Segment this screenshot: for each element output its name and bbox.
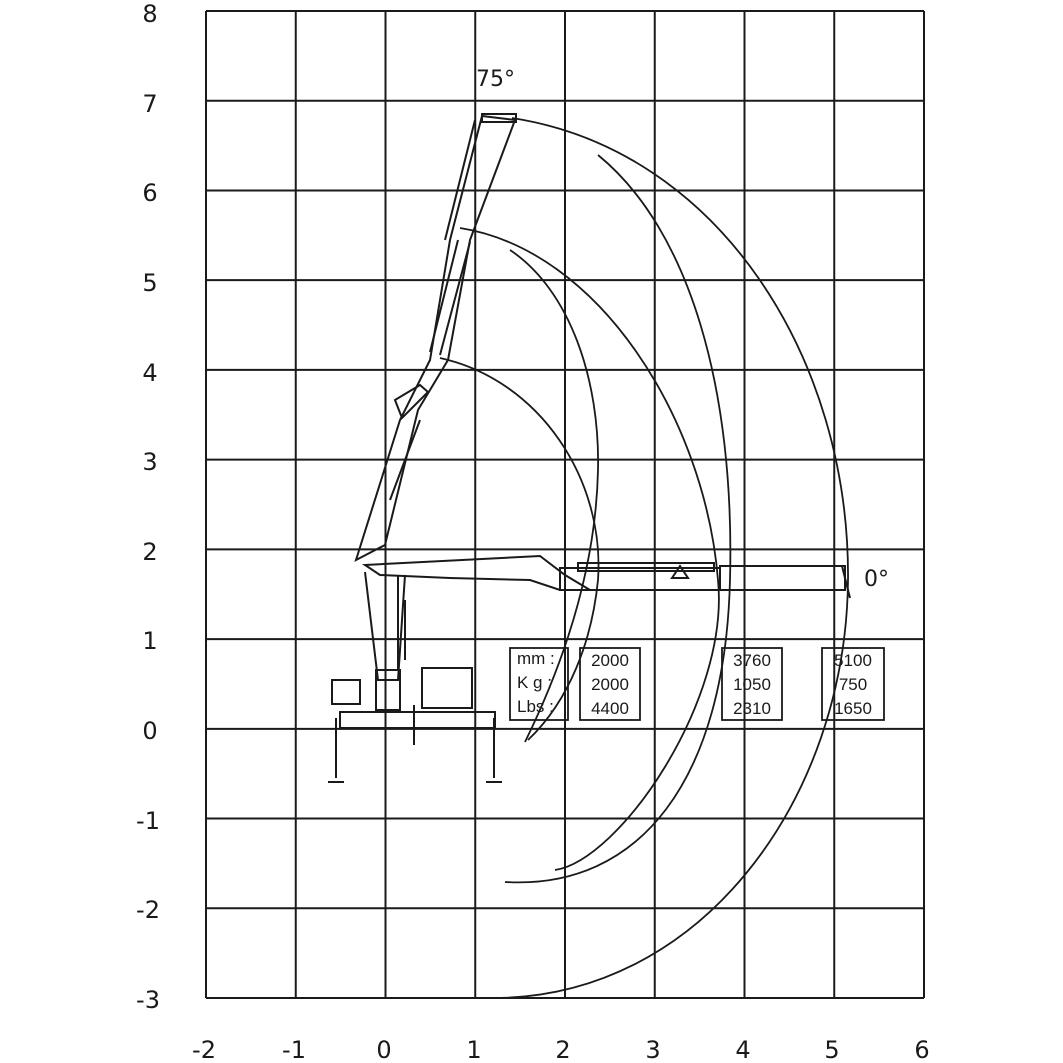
y-tick-label: 4 (142, 359, 158, 387)
load-point-mm: 3760 (733, 651, 771, 670)
load-table-labels (510, 648, 568, 720)
x-tick-label: 5 (824, 1036, 840, 1063)
angle-label-0: 0° (864, 567, 889, 592)
reach-arc-second (505, 155, 730, 882)
load-point-1 (580, 648, 640, 720)
load-point-lbs: 1650 (834, 699, 872, 718)
boom-horizontal (365, 556, 850, 598)
load-table-label-mm: mm : (517, 649, 555, 668)
boom-raised (356, 114, 516, 560)
load-point-mm: 2000 (591, 651, 629, 670)
y-tick-label: 2 (142, 538, 158, 566)
y-tick-label: -1 (136, 807, 160, 835)
x-tick-label: 6 (914, 1036, 930, 1063)
load-point-3 (822, 648, 884, 720)
load-point-kg: 750 (838, 675, 868, 694)
load-point-2 (722, 648, 782, 720)
x-tick-label: 3 (645, 1036, 661, 1063)
load-point-lbs: 4400 (591, 699, 629, 718)
boom-raised-outline (356, 116, 515, 560)
boom-extension-3 (720, 566, 845, 590)
crane-platform (340, 712, 495, 728)
grid (206, 11, 924, 998)
y-tick-label: 6 (142, 179, 158, 207)
load-point-kg: 2000 (591, 675, 629, 694)
y-tick-label: -2 (136, 896, 160, 924)
load-table-label-lbs: Lbs : (517, 697, 554, 716)
y-tick-label: -3 (136, 986, 160, 1014)
x-tick-label: 0 (376, 1036, 392, 1063)
y-tick-label: 1 (142, 627, 158, 655)
load-point-lbs: 2310 (733, 699, 771, 718)
load-table-label-kg: K g : (517, 673, 552, 692)
y-tick-label: 0 (142, 717, 158, 745)
reach-arc-fourth (510, 250, 598, 742)
x-tick-label: 2 (555, 1036, 571, 1063)
crane-turret (376, 670, 400, 710)
y-tick-label: 7 (142, 90, 158, 118)
y-axis-labels (136, 0, 160, 1014)
x-tick-label: 1 (466, 1036, 482, 1063)
angle-label-75: 75° (476, 67, 515, 92)
y-tick-label: 5 (142, 269, 158, 297)
crane-oil-tank (422, 668, 472, 708)
x-axis-labels (192, 1036, 930, 1063)
y-tick-label: 3 (142, 448, 158, 476)
crane-control-valves (332, 680, 360, 704)
x-tick-label: -2 (192, 1036, 216, 1063)
load-point-kg: 1050 (733, 675, 771, 694)
y-tick-label: 8 (142, 0, 158, 28)
x-tick-label: -1 (282, 1036, 306, 1063)
load-point-mm: 5100 (834, 651, 872, 670)
x-tick-label: 4 (735, 1036, 751, 1063)
